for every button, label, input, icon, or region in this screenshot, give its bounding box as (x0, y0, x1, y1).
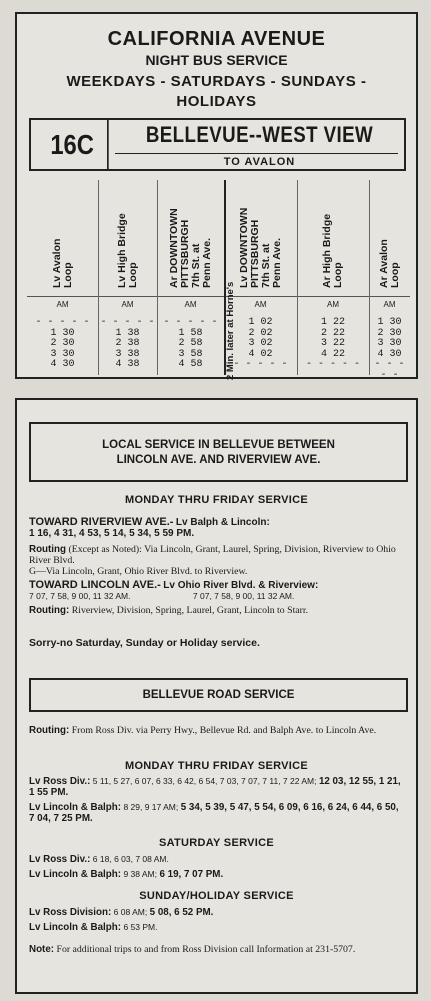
mf-lincoln-label: Lv Lincoln & Balph: (29, 802, 121, 813)
time-cell: 2 30 (377, 327, 402, 339)
time-cell: 4 30 (50, 359, 75, 370)
local-service-title-line1: LOCAL SERVICE IN BELLEVUE BETWEEN (102, 439, 335, 451)
column-header (224, 180, 297, 297)
toward-lincoln-times-a: 7 07, 7 58, 9 00, 11 32 AM. (29, 591, 131, 601)
horne-side-note (225, 281, 238, 380)
time-cell: - - - - - (35, 317, 90, 328)
time-cell: 3 02 (248, 338, 273, 349)
route-name: BELLEVUE--WEST VIEW (145, 122, 374, 147)
service-days-line1: WEEKDAYS - SATURDAYS - SUNDAYS - (66, 73, 367, 90)
column-times (157, 318, 224, 371)
column-header (297, 180, 369, 297)
time-cell: 1 22 (320, 317, 345, 328)
bellevue-mf-heading: MONDAY THRU FRIDAY SERVICE (124, 760, 309, 772)
toward-riverview-from: Lv Balph & Lincoln: (175, 517, 270, 528)
note-label: Note: (29, 944, 55, 955)
mf-lincoln-times-pm: 5 34, 5 39, 5 47, 5 54, 6 09, 6 16, 6 24, 6 44, 6 50, 7 04, 7 25 PM. (29, 802, 399, 824)
sun-lincoln-label: Lv Lincoln & Balph: (29, 922, 121, 933)
night-bus-panel (15, 12, 418, 379)
time-cell: 2 22 (320, 327, 345, 339)
mf-ross-label: Lv Ross Div.: (29, 776, 91, 787)
column-times (369, 318, 410, 381)
sun-lincoln-times: 6 53 PM. (123, 922, 158, 932)
column-header-label: Ar DOWNTOWN PITTSBURGH 7th St. at Penn Ave. (167, 208, 213, 288)
column-header (98, 180, 157, 297)
time-cell: - - - - - (100, 317, 155, 328)
routing2-block (29, 605, 406, 616)
column-header-label: Lv High Bridge Loop (115, 213, 139, 288)
column-ampm: AM (121, 300, 134, 309)
time-cell: 1 30 (377, 317, 402, 328)
local-service-panel (15, 398, 418, 994)
mf-ross-times-pm: 12 03, 12 55, 1 21, 1 55 PM. (29, 776, 401, 798)
bellevue-routing-text: From Ross Div. via Perry Hwy., Bellevue Rd. and Balph Ave. to Lincoln Ave. (71, 725, 377, 736)
route-divider (115, 153, 398, 154)
routing-label: Routing (29, 544, 66, 555)
time-cell: 3 30 (377, 338, 402, 349)
mf-lincoln-times-am: 8 29, 9 17 AM; (123, 802, 179, 812)
timetable-column (297, 180, 369, 375)
time-cell: 2 58 (178, 338, 203, 349)
column-ampm: AM (184, 300, 197, 309)
column-header (157, 180, 224, 297)
time-cell: 1 58 (178, 327, 203, 339)
time-cell: 4 30 (377, 348, 402, 360)
local-mf-heading: MONDAY THRU FRIDAY SERVICE (124, 494, 309, 506)
route-header-box (29, 118, 406, 171)
time-cell: 1 30 (50, 327, 75, 339)
local-service-title-box (29, 422, 408, 482)
sat-ross-block (29, 854, 406, 865)
column-times (27, 318, 98, 371)
sat-lincoln-times-pm: 6 19, 7 07 PM. (159, 869, 224, 880)
service-days (17, 72, 416, 112)
mf-ross-block (29, 776, 406, 798)
time-cell: 4 02 (248, 348, 273, 360)
sun-ross-times-am: 6 08 AM; (113, 907, 148, 917)
toward-riverview-times: 1 16, 4 31, 4 53, 5 14, 5 34, 5 59 PM. (29, 528, 195, 539)
note-block (29, 944, 406, 955)
route-destination: TO AVALON (223, 156, 296, 168)
page-subtitle: NIGHT BUS SERVICE (145, 52, 288, 68)
service-days-line2: HOLIDAYS (176, 93, 257, 110)
column-header (369, 180, 410, 297)
toward-lincoln-from: Lv Ohio River Blvd. & Riverview: (163, 580, 319, 591)
column-header-label: Lv DOWNTOWN PITTSBURGH 7th St. at Penn Ave. (237, 207, 283, 288)
column-divider (157, 180, 158, 375)
time-cell: 4 58 (178, 359, 203, 370)
sat-lincoln-label: Lv Lincoln & Balph: (29, 869, 121, 880)
column-header-label: Ar Avalon Loop (377, 239, 401, 288)
sunday-heading: SUNDAY/HOLIDAY SERVICE (139, 890, 294, 902)
timetable (27, 180, 410, 381)
column-ampm: AM (56, 300, 69, 309)
timetable-column (98, 180, 157, 375)
sun-lincoln-block (29, 922, 406, 933)
timetable-column (369, 180, 410, 381)
routing-text: (Except as Noted): Via Lincoln, Grant, Laurel, Spring, Division, Riverview to Ohio River Blvd. (29, 544, 396, 566)
time-cell: 2 30 (50, 338, 75, 349)
page-title: CALIFORNIA AVENUE (107, 28, 326, 50)
bellevue-road-title-box (29, 678, 408, 712)
mf-ross-times-am: 5 11, 5 27, 6 07, 6 33, 6 42, 6 54, 7 03, 7 07, 7 11, 7 22 AM; (92, 776, 317, 786)
time-cell: 3 58 (178, 348, 203, 360)
time-cell: - - - - - (163, 317, 218, 328)
column-header-label: Ar High Bridge Loop (321, 213, 344, 288)
sat-lincoln-times-am: 9 38 AM; (123, 869, 157, 879)
sun-ross-times-pm: 5 08, 6 52 PM. (149, 907, 214, 918)
column-ampm: AM (383, 300, 396, 309)
saturday-heading: SATURDAY SERVICE (158, 837, 275, 849)
column-ampm: AM (327, 300, 339, 309)
bellevue-routing-label: Routing: (29, 725, 70, 736)
horne-side-note-text: 2 Min. later at Horne's (225, 281, 236, 380)
sat-lincoln-block (29, 869, 406, 880)
toward-lincoln-times-b: 7 07, 7 58, 9 00, 11 32 AM. (192, 591, 295, 601)
column-divider (98, 180, 99, 375)
time-cell: - - - - - (374, 359, 405, 381)
time-cell: 3 38 (115, 348, 140, 360)
column-ampm: AM (254, 300, 267, 309)
bellevue-routing-block (29, 725, 406, 736)
routing2-label: Routing: (29, 605, 70, 616)
local-service-title-line2: LINCOLN AVE. AND RIVERVIEW AVE. (116, 454, 321, 466)
toward-riverview-label: TOWARD RIVERVIEW AVE.- (29, 516, 174, 528)
time-cell: 4 38 (115, 359, 140, 370)
column-divider (297, 180, 298, 375)
timetable-column (27, 180, 98, 375)
column-times (98, 318, 157, 371)
sun-ross-label: Lv Ross Division: (29, 907, 112, 918)
bellevue-road-title: BELLEVUE ROAD SERVICE (142, 689, 295, 701)
route-number: 16C (37, 120, 108, 169)
time-cell: 2 02 (248, 327, 273, 339)
column-header-label: Lv Avalon Loop (50, 238, 74, 288)
sat-ross-times: 6 18, 6 03, 7 08 AM. (92, 854, 169, 864)
sorry-note: Sorry-no Saturday, Sunday or Holiday service. (29, 637, 260, 649)
time-cell: - - - - - (233, 359, 288, 370)
routing2-text: Riverview, Division, Spring, Laurel, Grant, Lincoln to Starr. (71, 605, 309, 616)
column-divider (369, 180, 370, 375)
time-cell: 2 38 (115, 338, 140, 349)
sun-ross-block (29, 907, 406, 918)
time-cell: 1 02 (248, 317, 273, 328)
toward-riverview-block (29, 517, 406, 539)
mf-lincoln-block (29, 802, 406, 824)
toward-lincoln-label: TOWARD LINCOLN AVE.- (29, 579, 161, 591)
column-header (27, 180, 98, 297)
time-cell: 4 22 (320, 348, 345, 360)
g-note: G—Via Lincoln, Grant, Ohio River Blvd. to Riverview. (29, 566, 248, 577)
column-times (297, 318, 369, 371)
note-text: For additional trips to and from Ross Division call Information at 231-5707. (56, 944, 356, 955)
toward-lincoln-block (29, 580, 406, 602)
time-cell: 3 22 (320, 338, 345, 349)
timetable-column (157, 180, 224, 375)
sat-ross-label: Lv Ross Div.: (29, 854, 91, 865)
routing-block (29, 544, 406, 577)
time-cell: 3 30 (50, 348, 75, 360)
time-cell: - - - - - (305, 359, 360, 370)
time-cell: 1 38 (115, 327, 140, 339)
